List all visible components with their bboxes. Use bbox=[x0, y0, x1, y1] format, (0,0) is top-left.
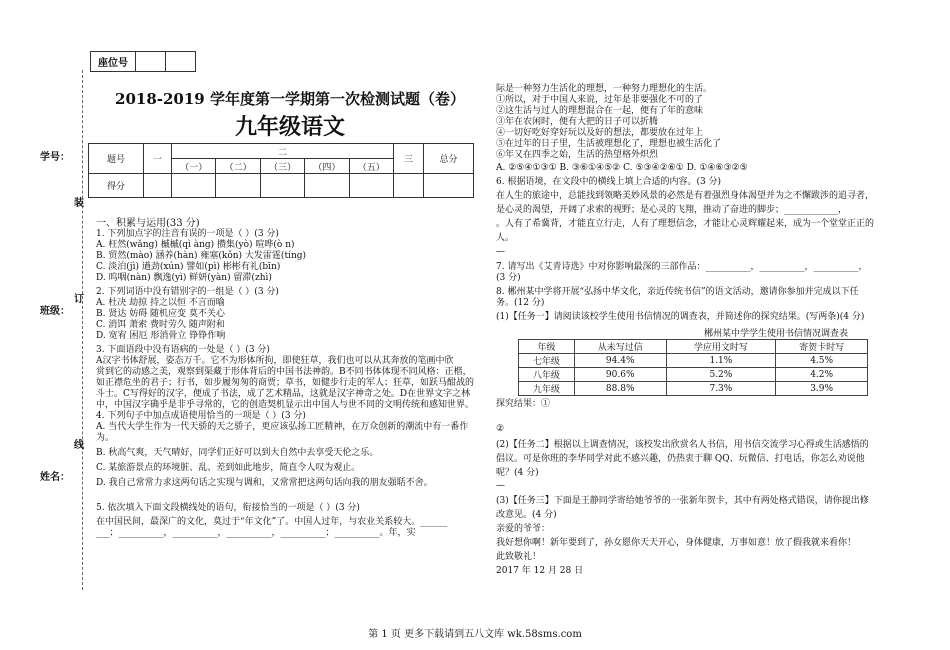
text-line: A. 枉然(wǎng) 槭槭(qì àng) 攒集(yò) 喧哗(ò n) bbox=[96, 240, 295, 250]
text-line: B. 贸然(mào) 涵养(hàn) 雍塞(kǒn) 大发雷霆(tíng) bbox=[96, 251, 307, 261]
text-line: 在人生的旅途中，总能找到领略美妙风景的必然是有着强烈身体渴望并为之不懈跋涉的追寻者， bbox=[496, 191, 875, 201]
score-cell bbox=[394, 174, 424, 198]
text-line: 在中国民间，最深广的文化，莫过于“年文化”了。中国人过年，与农业关系较大。______ bbox=[96, 517, 448, 527]
table-cell: 88.8% bbox=[574, 382, 666, 396]
text-line: C. 某旅游景点的环境脏、乱、差到如此地步，简直令人叹为观止。 bbox=[96, 463, 361, 473]
text-line: ⑥年又在四季之始，生活的热望格外炽烈 bbox=[496, 150, 659, 160]
text-line: 我好想你啊！新年要到了，孙女愿你天天开心，身体健康，万事如意！放了假我就来看你！ bbox=[496, 538, 857, 548]
text-line: (2)【任务二】根据以上调查情况，该校发出欣赏名人书信，用书信交流学习心得或生活感悟的 bbox=[496, 440, 869, 450]
table-row bbox=[519, 368, 868, 382]
score-cell bbox=[424, 174, 474, 198]
seat-box bbox=[166, 52, 196, 72]
text-line: 斗士。C写得好的汉字，便成了书法，成了艺术精品，这就是汉字神奇之处。D在世界文字之林 bbox=[96, 389, 471, 399]
binding-char-ding: 订 bbox=[74, 294, 84, 305]
exam-subtitle: 九年级语文 bbox=[234, 114, 345, 140]
text-line: D. 宽宥 困厄 形消骨立 铮铮作响 bbox=[96, 331, 226, 341]
text-line: 探究结果：① bbox=[496, 399, 551, 409]
text-line: A汉字书体舒展，姿态万千。它不为形体所拘，即使狂草，我们也可以从其奔放的笔画中欣 bbox=[96, 356, 454, 366]
text-line: 际是一种努力生活化的理想，一种努力理想化的生活。 bbox=[496, 84, 713, 94]
score-cell bbox=[172, 174, 216, 198]
text-line: ___；__________，__________，__________，__________；__________。年，实 bbox=[96, 528, 416, 538]
table-cell: 7.3% bbox=[666, 382, 776, 396]
table-header: 寄贺卡时写 bbox=[776, 340, 868, 354]
text-line: 8. 郴州某中学将开展“弘扬中华文化，亲近传统书信”的语文活动，邀请你参加并完成以下任 bbox=[496, 287, 859, 297]
text-line: (3)【任务三】下面是王静同学寄给她爷爷的一张新年贺卡，其中有两处格式错误，请你提出修 bbox=[496, 496, 869, 506]
score-label: 得分 bbox=[89, 174, 144, 198]
text-line: 2. 下列词语中没有错别字的一组是（ ）(3 分) bbox=[96, 287, 279, 297]
q-sub-2: （二） bbox=[216, 159, 260, 174]
text-line: 3. 下面语段中没有语病的一处是（ ）(3 分) bbox=[96, 345, 270, 355]
text-line: ②这生活与过人的理想混合在一起，便有了年的意味 bbox=[496, 106, 704, 116]
score-cell bbox=[216, 174, 260, 198]
text-line: 倡议。可是你班的李华同学对此不感兴趣，仍热衷于聊 QQ、玩微信、打电话，你怎么劝说他 bbox=[496, 454, 865, 464]
text-line: 6. 根据语境，在文段中的横线上填上合适的内容。(3 分) bbox=[496, 177, 722, 187]
text-line: 是心灵的渴望，开阔了求索的视野；是心灵的飞翔，推动了奋进的脚步；____________， bbox=[496, 205, 848, 215]
binding-line bbox=[82, 70, 83, 590]
text-line: 改意见。(4 分) bbox=[496, 510, 557, 520]
binding-char-zhuang: 装 bbox=[74, 198, 84, 209]
table-cell: 九年级 bbox=[519, 382, 575, 396]
table-row bbox=[519, 382, 868, 396]
page-footer: 第 1 页 更多下载请到五八文库 wk.58sms.com bbox=[368, 629, 582, 640]
text-line: — bbox=[496, 247, 505, 257]
text-line: ④一切好吃好穿好玩以及好的想法，都要放在过年上 bbox=[496, 128, 704, 138]
table-cell: 5.2% bbox=[666, 368, 776, 382]
text-line: ⑤在过年的日子里，生活被理想化了，理想也被生活化了 bbox=[496, 139, 722, 149]
text-line: 2017 年 12 月 28 日 bbox=[496, 566, 584, 576]
score-cell bbox=[305, 174, 349, 198]
score-cell bbox=[260, 174, 304, 198]
class-label: 班级： bbox=[40, 306, 70, 317]
text-line: ③年在农闲时，便有大把的日子可以折腾 bbox=[496, 117, 659, 127]
q-three: 三 bbox=[394, 144, 424, 174]
student-no-label: 学号： bbox=[40, 152, 70, 163]
text-line: D. 我自己常常力求这两句话之实现与调和，又常常把这两句话向我的朋友强聒不舍。 bbox=[96, 478, 433, 488]
table-cell: 八年级 bbox=[519, 368, 575, 382]
table-cell: 4.5% bbox=[776, 354, 868, 368]
name-label: 姓名： bbox=[40, 472, 70, 483]
table-header: 从未写过信 bbox=[574, 340, 666, 354]
score-cell bbox=[349, 174, 393, 198]
table-cell: 90.6% bbox=[574, 368, 666, 382]
q-two: 二 bbox=[172, 144, 394, 159]
text-line: B. 贤达 妨碍 随机应变 莫不关心 bbox=[96, 309, 225, 319]
text-line: C. 消饵 萧索 费时劳久 随声附和 bbox=[96, 320, 225, 330]
text-line: 。人有了希冀背，才能直立行走，人有了理想信念，才能让心灵辉耀起来，成为一个堂堂正正的 bbox=[496, 219, 875, 229]
q-sub-4: （四） bbox=[305, 159, 349, 174]
text-line: — bbox=[496, 481, 505, 491]
text-line: 为。 bbox=[96, 433, 115, 443]
table-cell: 94.4% bbox=[574, 354, 666, 368]
q-one: 一 bbox=[144, 144, 172, 174]
text-line: D. 呜咽(nàn) 飘逸(yì) 鲜妍(yàn) 留滞(zhì) bbox=[96, 273, 272, 283]
text-line: 1. 下列加点字的注音有误的一项是（ ）(3 分) bbox=[96, 229, 279, 239]
binding-char-xian: 线 bbox=[74, 440, 84, 451]
text-line: C. 淡泊(jì) 遒劲(xún) 譬如(pì) 彬彬有礼(bīn) bbox=[96, 262, 281, 272]
text-line: 亲爱的爷爷： bbox=[496, 524, 551, 534]
text-line: A. 当代大学生作为一代天骄的天之骄子，更应该弘扬工匠精神，在万众创新的潮流中有一番作 bbox=[96, 422, 469, 432]
text-line: 5. 依次填入下面文段横线处的语句，衔接恰当的一项是（ ）(3 分) bbox=[96, 503, 360, 513]
text-line: 7. 请写出《艾青诗选》中对你影响最深的三部作品：__________，__________，__________， bbox=[496, 262, 868, 272]
score-table bbox=[88, 143, 474, 198]
q-sub-1: （一） bbox=[172, 159, 216, 174]
table-cell: 七年级 bbox=[519, 354, 575, 368]
text-line: B. 秋高气爽，天气晴好，同学们正好可以到大自然中去享受天伦之乐。 bbox=[96, 448, 379, 458]
exam-title: 2018-2019 学年度第一学期第一次检测试题（卷） bbox=[115, 90, 465, 108]
text-line: 呢？(4 分) bbox=[496, 468, 539, 478]
left-column bbox=[96, 218, 481, 539]
q-sub-5: （五） bbox=[349, 159, 393, 174]
table-header: 年级 bbox=[519, 340, 575, 354]
text-line: ①所以，对于中国人来说，过年是非要强化不可的了 bbox=[496, 95, 704, 105]
table-cell: 4.2% bbox=[776, 368, 868, 382]
survey-caption: 郴州某中学学生使用书信情况调查表 bbox=[703, 329, 848, 339]
q-sub-3: （三） bbox=[260, 159, 304, 174]
score-cell bbox=[144, 174, 172, 198]
text-line: (3 分) bbox=[496, 273, 521, 283]
table-header-row bbox=[519, 340, 868, 354]
text-line: 人。 bbox=[496, 233, 515, 243]
table-cell: 1.1% bbox=[666, 354, 776, 368]
seat-box bbox=[136, 52, 166, 72]
survey-table bbox=[518, 339, 868, 396]
table-row bbox=[519, 354, 868, 368]
q-label: 题号 bbox=[89, 144, 144, 174]
right-column bbox=[496, 84, 896, 577]
text-line: 4. 下列句子中加点成语使用恰当的一项是（ ）(3 分) bbox=[96, 411, 306, 421]
seat-number-table bbox=[90, 51, 196, 72]
text-line: 赏到它的动感之美，观察到渠藏于形体背后的中国书法神韵。B不同书体体现不同风格：正楷， bbox=[96, 367, 472, 377]
text-line: A. ②⑤④①③① B. ③⑥①④⑤② C. ⑤③④②⑥① D. ①④⑥③②⑤ bbox=[496, 163, 748, 173]
q-total: 总分 bbox=[424, 144, 474, 174]
text-line: ② bbox=[496, 424, 505, 434]
text-line: (1)【任务一】请阅读该校学生使用书信情况的调查表，并简述你的探究结果。(写两条)(4 分) bbox=[496, 312, 865, 322]
text-line: A. 杜决 劫掠 持之以恒 不言而喻 bbox=[96, 298, 225, 308]
survey-block bbox=[518, 326, 868, 396]
table-cell: 3.9% bbox=[776, 382, 868, 396]
text-line: 务。(12 分) bbox=[496, 298, 545, 308]
table-header: 学应用文时写 bbox=[666, 340, 776, 354]
text-line: 中，中国汉字确乎是非乎寻常的，它的创造契机显示出中国人与世不同的文明传统和感知世界。 bbox=[96, 400, 475, 410]
text-line: 一、积累与运用(33 分) bbox=[96, 218, 200, 229]
seat-number-label: 座位号 bbox=[91, 52, 136, 72]
text-line: 此致敬礼！ bbox=[496, 552, 542, 562]
text-line: 如正襟危坐的君子；行书，如步履匆匆的商贾；草书，如健步行走的军人；狂草，如跃马酣战的 bbox=[96, 378, 475, 388]
